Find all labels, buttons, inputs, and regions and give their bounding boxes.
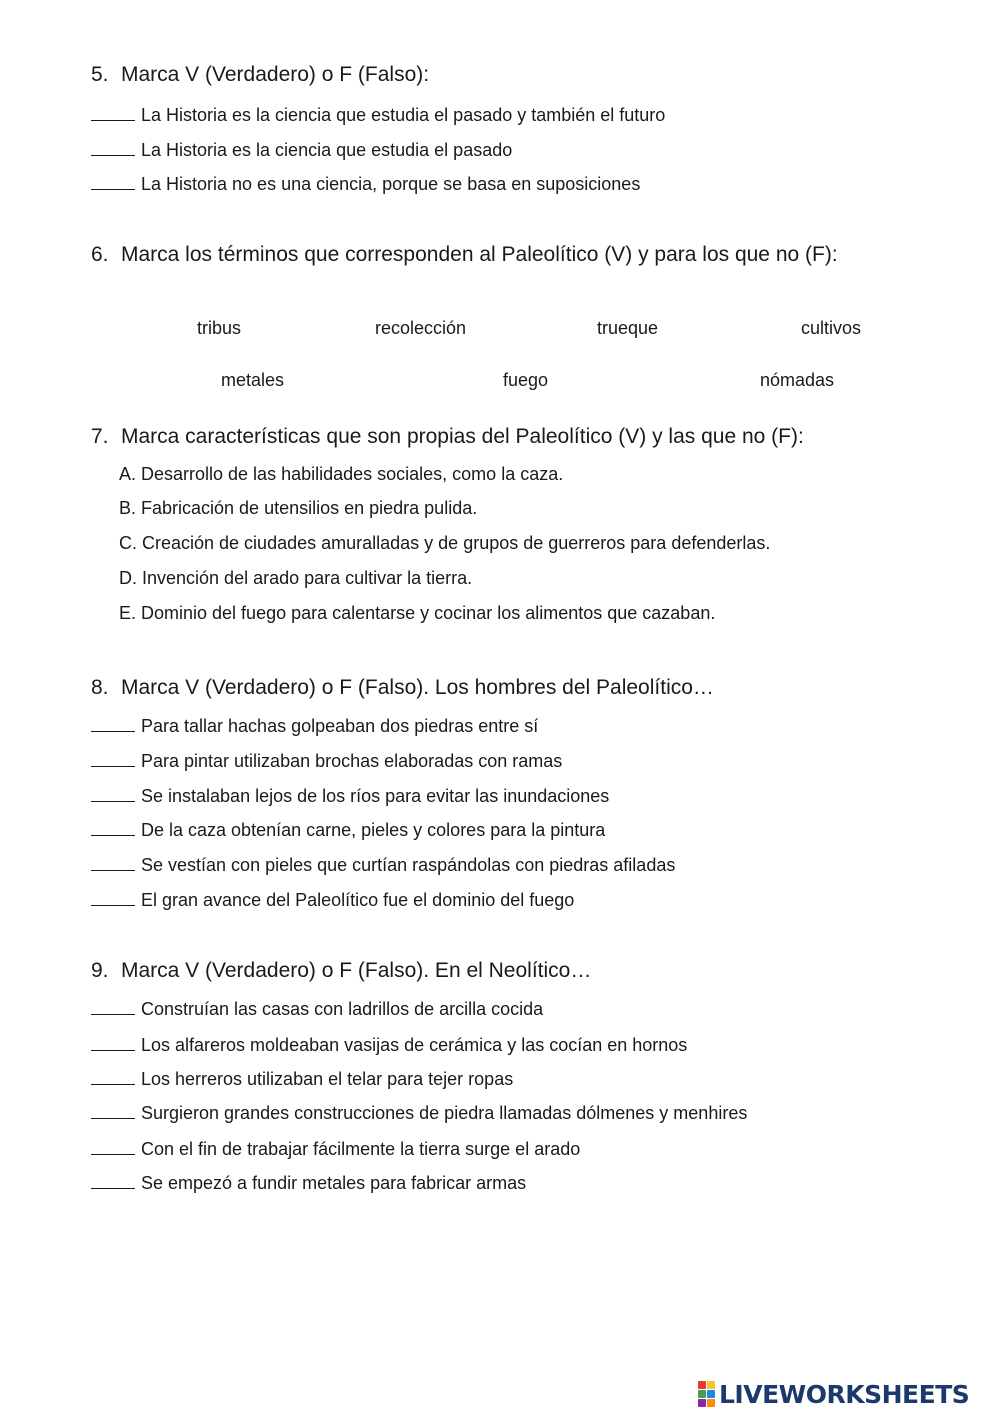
- answer-blank[interactable]: [91, 785, 135, 802]
- q8-item-text: De la caza obtenían carne, pieles y colores para la pintura: [141, 820, 606, 840]
- q8-item: [91, 750, 562, 772]
- q8-item-text: Se vestían con pieles que curtían raspándolas con piedras afiladas: [141, 855, 676, 875]
- logo-square: [698, 1399, 706, 1407]
- q8-item: [91, 889, 574, 911]
- q8-title-text: Marca V (Verdadero) o F (Falso). Los hombres del Paleolítico…: [121, 676, 714, 699]
- term-fuego[interactable]: fuego: [503, 370, 549, 390]
- q5-item: [91, 139, 512, 161]
- answer-blank[interactable]: [91, 1034, 135, 1051]
- q5-item-text: La Historia no es una ciencia, porque se basa en suposiciones: [141, 174, 641, 194]
- q9-item: [91, 998, 543, 1020]
- q5-number: 5.: [91, 63, 109, 86]
- q5-item: [91, 104, 665, 126]
- q7-option-d[interactable]: D. Invención del arado para cultivar la tierra.: [119, 568, 473, 588]
- logo-square: [698, 1390, 706, 1398]
- q8-item: [91, 854, 675, 876]
- q7-option-c[interactable]: C. Creación de ciudades amuralladas y de grupos de guerreros para defenderlas.: [119, 533, 771, 553]
- q8-item: [91, 715, 538, 737]
- answer-blank[interactable]: [91, 1102, 135, 1119]
- term-tribus[interactable]: tribus: [197, 318, 242, 338]
- q7-title-text: Marca características que son propias del Paleolítico (V) y las que no (F):: [121, 425, 804, 448]
- q9-item: [91, 1068, 513, 1090]
- q5-item-text: La Historia es la ciencia que estudia el pasado y también el futuro: [141, 105, 666, 125]
- q9-title: [91, 959, 591, 983]
- answer-blank[interactable]: [91, 750, 135, 767]
- q8-item: [91, 819, 605, 841]
- q9-item: [91, 1172, 526, 1194]
- logo-text: LIVEWORKSHEETS: [719, 1379, 970, 1409]
- q8-item-text: Se instalaban lejos de los ríos para evitar las inundaciones: [141, 786, 610, 806]
- q6-title-text: Marca los términos que corresponden al Paleolítico (V) y para los que no (F):: [121, 243, 838, 266]
- answer-blank[interactable]: [91, 889, 135, 906]
- q6-title: [91, 243, 838, 267]
- logo-square: [707, 1390, 715, 1398]
- q8-item-text: El gran avance del Paleolítico fue el dominio del fuego: [141, 890, 575, 910]
- q6-number: 6.: [91, 243, 109, 266]
- q5-title: [91, 63, 429, 87]
- logo-square: [707, 1399, 715, 1407]
- logo-square: [707, 1381, 715, 1389]
- q9-number: 9.: [91, 959, 109, 982]
- answer-blank[interactable]: [91, 173, 135, 190]
- answer-blank[interactable]: [91, 715, 135, 732]
- q7-option-a[interactable]: A. Desarrollo de las habilidades sociales, como la caza.: [119, 464, 564, 484]
- logo-square: [698, 1381, 706, 1389]
- term-cultivos[interactable]: cultivos: [801, 318, 862, 338]
- logo-mark-icon: [698, 1381, 715, 1407]
- q8-item-text: Para tallar hachas golpeaban dos piedras entre sí: [141, 716, 539, 736]
- q9-item-text: Con el fin de trabajar fácilmente la tierra surge el arado: [141, 1139, 581, 1159]
- q9-item-text: Los alfareros moldeaban vasijas de cerámica y las cocían en hornos: [141, 1035, 688, 1055]
- q9-item-text: Construían las casas con ladrillos de arcilla cocida: [141, 999, 544, 1019]
- term-nomadas[interactable]: nómadas: [760, 370, 835, 390]
- answer-blank[interactable]: [91, 139, 135, 156]
- q9-item: [91, 1034, 687, 1056]
- term-metales[interactable]: metales: [221, 370, 285, 390]
- answer-blank[interactable]: [91, 1172, 135, 1189]
- q8-title: [91, 676, 714, 700]
- q5-item-text: La Historia es la ciencia que estudia el pasado: [141, 140, 513, 160]
- term-trueque[interactable]: trueque: [597, 318, 659, 338]
- q7-option-e[interactable]: E. Dominio del fuego para calentarse y cocinar los alimentos que cazaban.: [119, 603, 716, 623]
- q9-item: [91, 1102, 747, 1124]
- answer-blank[interactable]: [91, 854, 135, 871]
- q8-number: 8.: [91, 676, 109, 699]
- answer-blank[interactable]: [91, 819, 135, 836]
- q7-option-b[interactable]: B. Fabricación de utensilios en piedra pulida.: [119, 498, 478, 518]
- answer-blank[interactable]: [91, 1138, 135, 1155]
- q8-item: [91, 785, 609, 807]
- q9-title-text: Marca V (Verdadero) o F (Falso). En el Neolítico…: [121, 959, 592, 982]
- answer-blank[interactable]: [91, 1068, 135, 1085]
- q7-title: [91, 425, 804, 449]
- q9-item: [91, 1138, 580, 1160]
- q9-item-text: Se empezó a fundir metales para fabricar armas: [141, 1173, 527, 1193]
- q8-item-text: Para pintar utilizaban brochas elaboradas con ramas: [141, 751, 563, 771]
- term-recoleccion[interactable]: recolección: [375, 318, 467, 338]
- answer-blank[interactable]: [91, 998, 135, 1015]
- q5-title-text: Marca V (Verdadero) o F (Falso):: [121, 63, 430, 86]
- answer-blank[interactable]: [91, 104, 135, 121]
- liveworksheets-logo: [698, 1378, 969, 1410]
- q5-item: [91, 173, 640, 195]
- q9-item-text: Los herreros utilizaban el telar para tejer ropas: [141, 1069, 514, 1089]
- q9-item-text: Surgieron grandes construcciones de piedra llamadas dólmenes y menhires: [141, 1103, 748, 1123]
- q7-number: 7.: [91, 425, 109, 448]
